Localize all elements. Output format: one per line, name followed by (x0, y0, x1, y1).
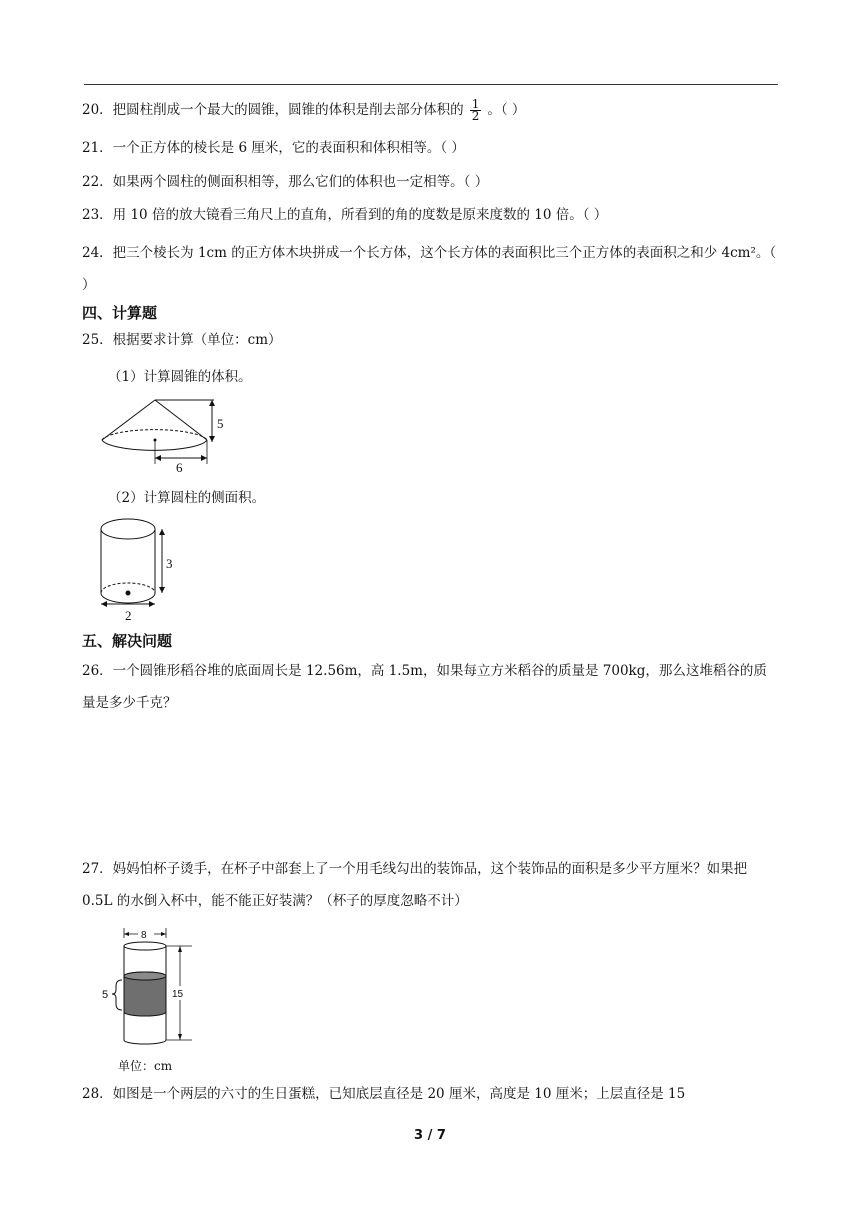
cone-radius-label: 6 (176, 460, 183, 472)
question-25: 25．根据要求计算（单位：cm） (82, 332, 282, 348)
section-heading-calculation: 四、计算题 (82, 304, 158, 322)
question-26: 26．一个圆锥形稻谷堆的底面周长是 12.56m，高 1.5m，如果每立方米稻谷的质量是 700kg，那么这堆稻谷的质量是多少千克？ (82, 663, 767, 711)
band-height-label: 5 (102, 989, 109, 1001)
cone-height-label: 5 (217, 416, 224, 431)
page-number: 3 / 7 (414, 1128, 446, 1143)
question-22: 22．如果两个圆柱的侧面积相等，那么它们的体积也一定相等。（ ） (82, 174, 489, 190)
question-25-part-1: （1）计算圆锥的体积。 (108, 369, 252, 385)
cup-figure (96, 924, 206, 1056)
question-23: 23．用 10 倍的放大镜看三角尺上的直角，所看到的角的度数是原来度数的 10 倍。（ ） (82, 207, 608, 223)
cylinder-diameter-label: 2 (125, 608, 132, 623)
question-21: 21．一个正方体的棱长是 6 厘米，它的表面积和体积相等。（ ） (82, 140, 465, 156)
question-20: 20．把圆柱削成一个最大的圆锥，圆锥的体积是削去部分体积的 $\frac{1}{2}$ 。（ ） (82, 97, 526, 123)
question-25-part-2: （2）计算圆柱的侧面积。 (108, 490, 266, 506)
fraction-one-half: $\frac{1}{2}$ (471, 97, 480, 123)
cup-height-label: 15 (172, 989, 184, 1000)
question-28: 28．如图是一个两层的六寸的生日蛋糕，已知底层直径是 20 厘米，高度是 10 厘米；上层直径是 15 (82, 1086, 686, 1102)
cup-unit-label: 单位：cm (118, 1059, 173, 1073)
question-24: 24．把三个棱长为 1cm 的正方体木块拼成一个长方体，这个长方体的表面积比三个正方体的表面积之和少 4cm²。（ ） (82, 245, 777, 293)
cylinder-height-label: 3 (166, 556, 173, 571)
section-heading-problem-solving: 五、解决问题 (82, 632, 173, 650)
cylinder-figure (96, 512, 186, 624)
question-27: 27．妈妈怕杯子烫手，在杯子中部套上了一个用毛线勾出的装饰品，这个装饰品的面积是多少平方厘米？如果把 0.5L 的水倒入杯中，能不能正好装满？（杯子的厚度忽略不计） (82, 861, 748, 909)
cup-width-label: 8 (141, 930, 147, 941)
header-rule (84, 84, 778, 85)
cone-figure (96, 392, 236, 472)
